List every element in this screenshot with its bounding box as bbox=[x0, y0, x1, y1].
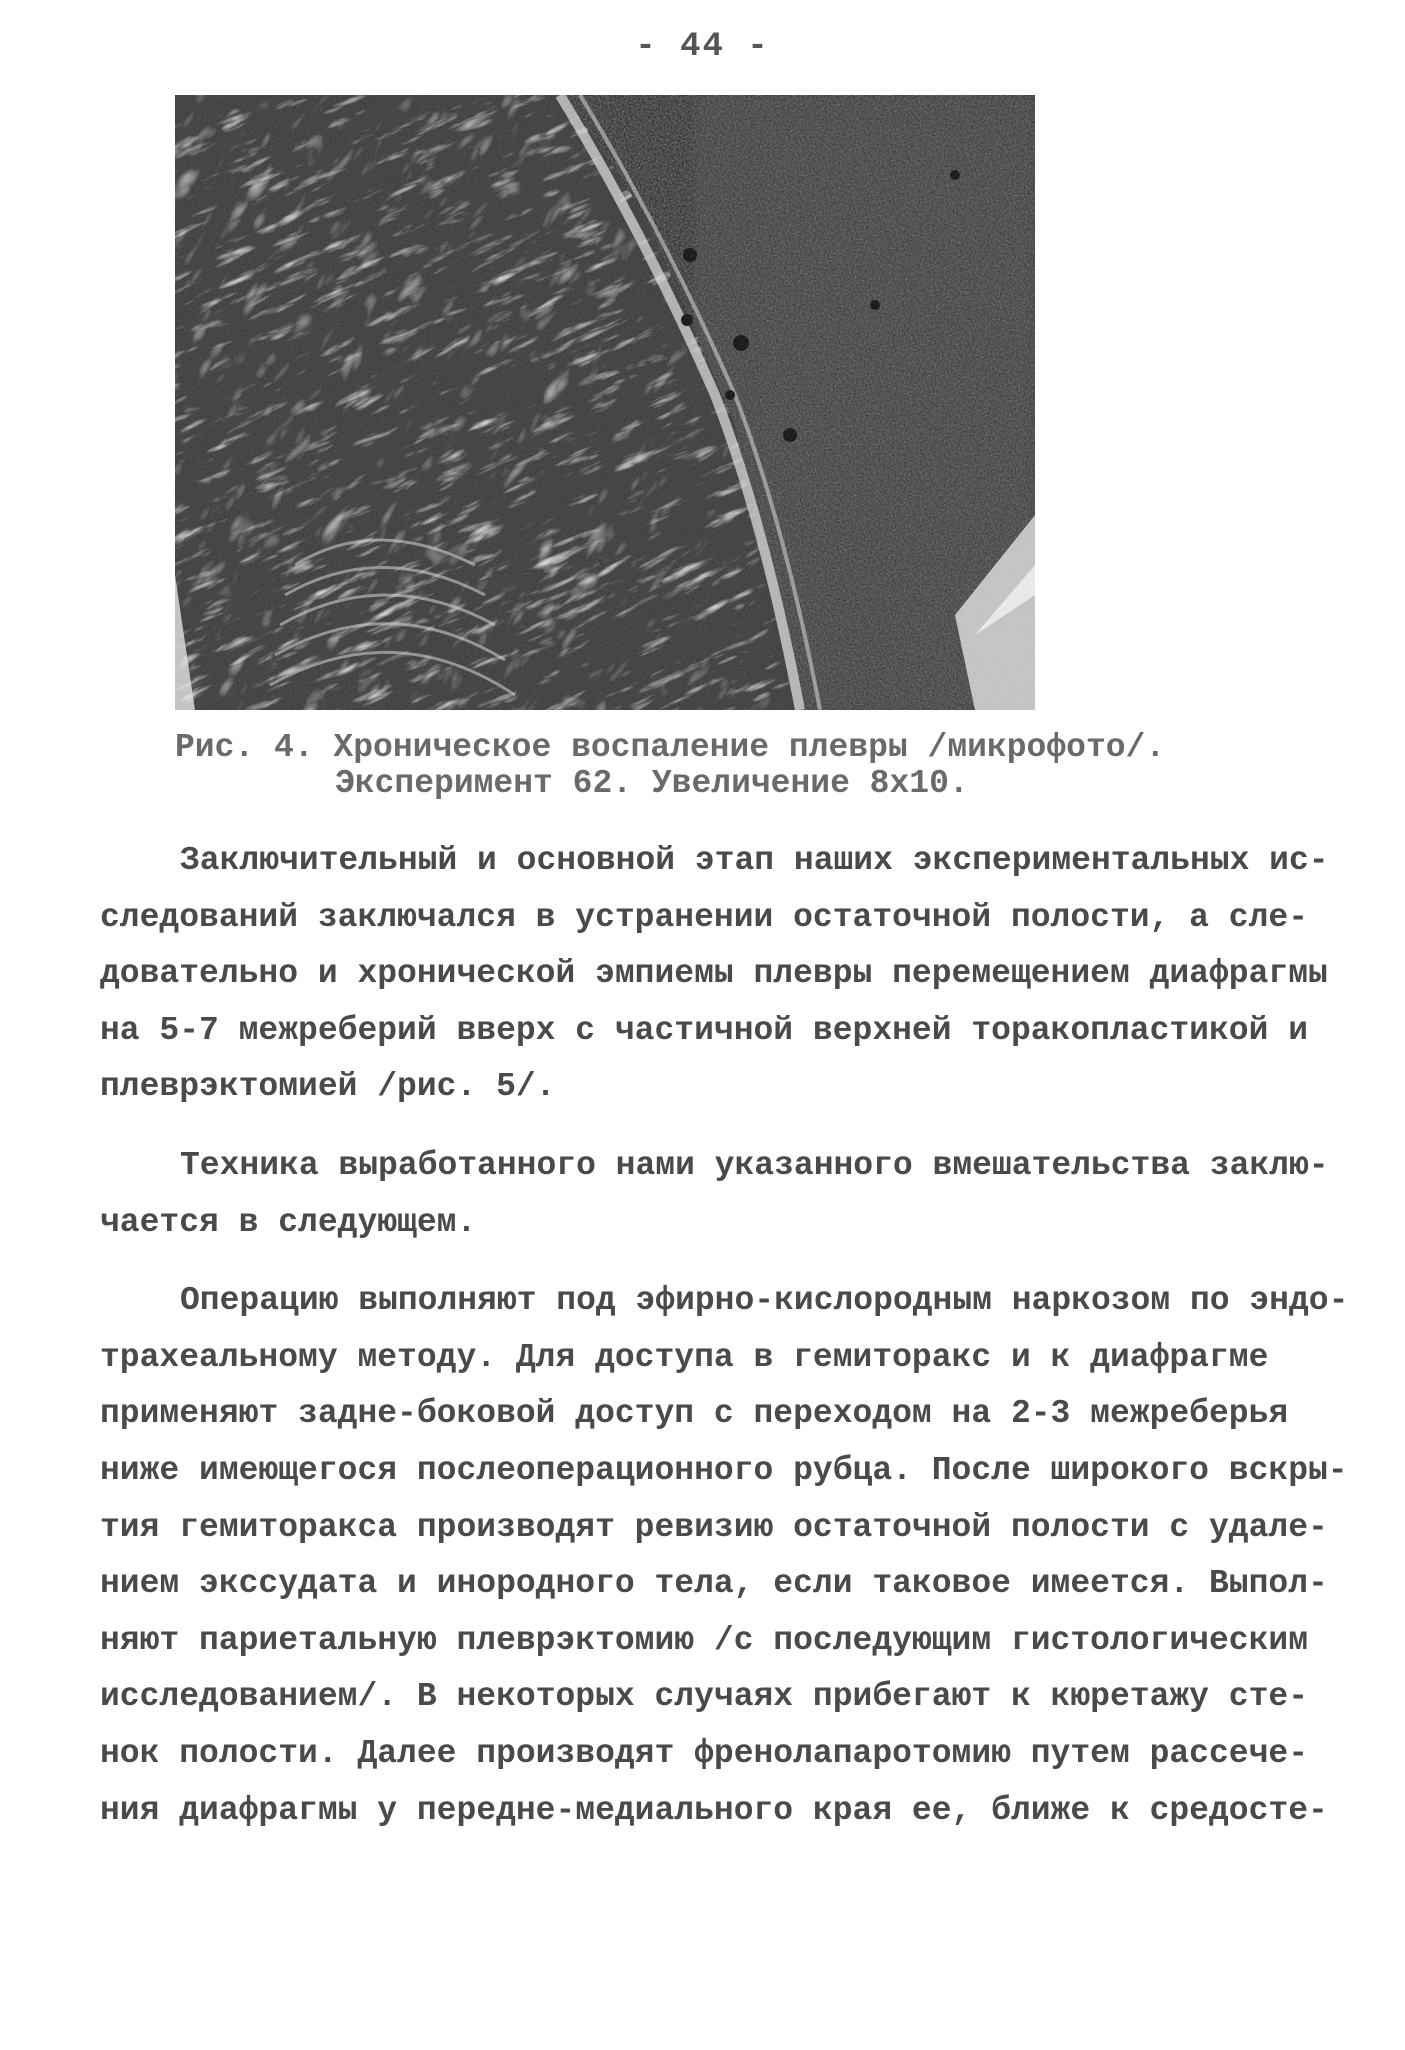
text-line: применяют задне-боковой доступ с переходом на 2-3 межреберья bbox=[100, 1395, 1289, 1433]
text-line: следований заключался в устранении остаточной полости, а сле- bbox=[100, 898, 1308, 936]
text-line: Техника выработанного нами указанного вмешательства заклю- bbox=[180, 1146, 1329, 1184]
text-line: тия гемиторакса производят ревизию остаточной полости с удале- bbox=[100, 1508, 1328, 1546]
micrograph-image bbox=[175, 95, 1035, 710]
paragraph bbox=[100, 1138, 1329, 1251]
text-line: на 5-7 межреберий вверх с частичной верхней торакопластикой и bbox=[100, 1011, 1308, 1049]
text-line: ния диафрагмы у передне-медиального края ее, ближе к средосте- bbox=[100, 1791, 1328, 1829]
text-line: трахеальному методу. Для доступа в гемиторакс и к диафрагме bbox=[100, 1338, 1269, 1376]
body-text bbox=[100, 833, 1349, 1839]
paragraph bbox=[100, 833, 1329, 1116]
text-line: Операцию выполняют под эфирно-кислородным наркозом по эндо- bbox=[180, 1282, 1349, 1320]
caption-line-2: Эксперимент 62. Увеличение 8х10. bbox=[335, 765, 969, 802]
text-line: Заключительный и основной этап наших экспериментальных ис- bbox=[180, 842, 1329, 879]
caption-line-1: Рис. 4. Хроническое воспаление плевры /микрофото/. bbox=[175, 729, 1166, 766]
text-line: нием экссудата и инородного тела, если таковое имеется. Выпол- bbox=[100, 1565, 1328, 1603]
text-line: нок полости. Далее производят френолапаротомию путем рассече- bbox=[100, 1734, 1308, 1772]
text-line: няют париетальную плеврэктомию /с последующим гистологическим bbox=[100, 1621, 1308, 1659]
text-line: довательно и хронической эмпиемы плевры перемещением диафрагмы bbox=[100, 955, 1328, 993]
text-line: ниже имеющегося послеоперационного рубца. После широкого вскры- bbox=[100, 1451, 1348, 1489]
text-line: плеврэктомией /рис. 5/. bbox=[100, 1068, 556, 1106]
text-line: исследованием/. В некоторых случаях прибегают к кюретажу сте- bbox=[100, 1678, 1308, 1716]
text-line: чается в следующем. bbox=[100, 1203, 477, 1241]
figure-caption bbox=[175, 730, 1215, 802]
page-number: - 44 - bbox=[635, 28, 770, 66]
paragraph bbox=[100, 1273, 1349, 1839]
